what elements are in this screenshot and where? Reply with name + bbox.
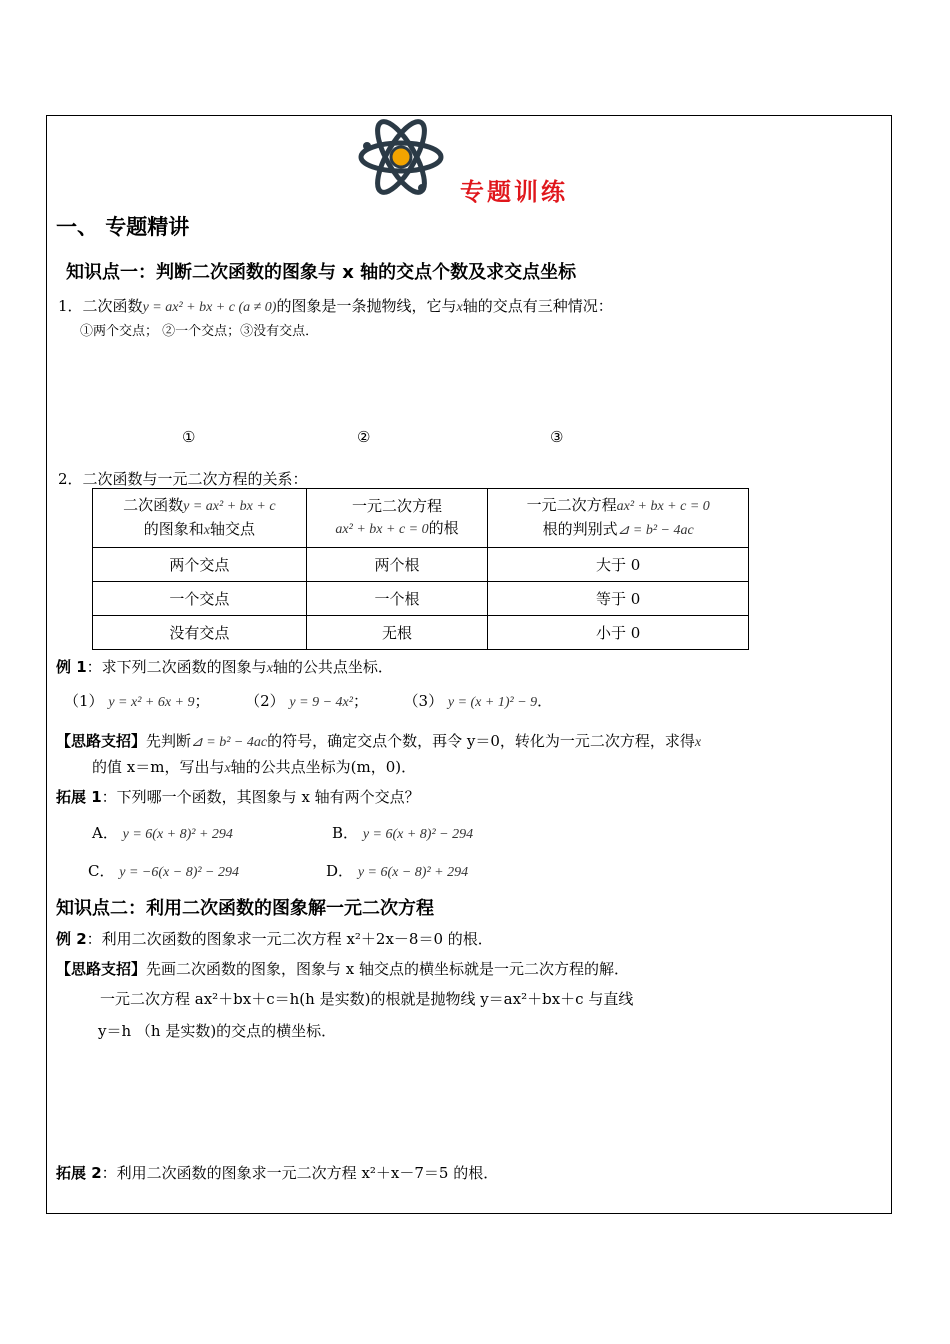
- hint2-line1: [56, 958, 629, 979]
- table-header-cell: [93, 489, 307, 548]
- ext1-c-label: C．: [88, 862, 115, 880]
- atom-logo-icon: [356, 118, 446, 196]
- hint1-a: 先判断: [146, 732, 192, 750]
- header2-a: 一元二次方程: [352, 497, 443, 515]
- header2-formula: ax² + bx + c = 0: [335, 522, 429, 537]
- hint1-line1: [56, 730, 701, 751]
- ex1-text2: 轴的公共点坐标．: [272, 658, 393, 676]
- item1-line: [58, 295, 613, 316]
- item1-num: 1．: [58, 297, 83, 315]
- item2-text: 2．二次函数与一元二次方程的关系：: [58, 470, 308, 488]
- item1-x: x: [456, 300, 463, 315]
- hint1-line2: [92, 756, 416, 777]
- ex2-line: [56, 928, 493, 949]
- item1-pre: 二次函数: [82, 297, 143, 315]
- table-cell: 无根: [306, 616, 488, 650]
- figure-label-3: ③: [550, 428, 564, 446]
- ex1-f2: y = 9 − 4x²: [289, 695, 353, 710]
- header3-formula2: ⊿ = b² − 4ac: [617, 523, 694, 538]
- header2-b: 的根: [428, 519, 459, 537]
- ex2-text: ：利用二次函数的图象求一元二次方程 x²＋2x－8＝0 的根．: [86, 930, 493, 948]
- table-row: [93, 616, 749, 650]
- header3-b: 根的判别式: [542, 520, 618, 538]
- ex1-x: x: [266, 661, 273, 676]
- item1-mid: 的图象是一条抛物线，它与: [276, 297, 457, 315]
- ext1-line: [56, 786, 420, 807]
- hint1-line2a: 的值 x＝m，写出与: [92, 758, 225, 776]
- ext1-option-b: [332, 822, 473, 843]
- ext1-c-formula: y = −6(x − 8)² − 294: [119, 865, 240, 880]
- table-header-row: [93, 489, 749, 548]
- hint1-label: 【思路支招】: [56, 732, 147, 750]
- table-cell: 大于 0: [488, 548, 749, 582]
- kp2-title: 知识点二：利用二次函数的图象解一元二次方程: [56, 898, 434, 919]
- hint2-line2: 一元二次方程 ax²＋bx＋c＝h(h 是实数)的根就是抛物线 y＝ax²＋bx＋c 与直线: [100, 990, 634, 1008]
- ext1-b-label: B．: [332, 824, 359, 842]
- item1-cases: ①两个交点； ②一个交点；③没有交点．: [80, 324, 319, 339]
- ext1-option-d: [326, 860, 468, 881]
- ext1-text: ：下列哪一个函数，其图象与 x 轴有两个交点？: [101, 788, 420, 806]
- ex1-p1: （1）: [64, 692, 104, 710]
- item1-formula: y = ax² + bx + c (a ≠ 0): [142, 300, 277, 315]
- header1-a: 二次函数: [123, 496, 184, 514]
- header3-a: 一元二次方程: [526, 496, 617, 514]
- hint1-line2x: x: [224, 761, 231, 776]
- hint1-x: x: [694, 735, 702, 750]
- ex1-end: ．: [537, 692, 553, 710]
- ex1-f3: y = (x + 1)² − 9: [447, 695, 538, 710]
- ext1-label: 拓展 1: [56, 788, 102, 806]
- hint2-line3: y＝h （h 是实数)的交点的横坐标．: [98, 1022, 337, 1040]
- table-header-cell: [488, 489, 749, 548]
- ex2-label: 例 2: [56, 930, 87, 948]
- ext2-label: 拓展 2: [56, 1164, 102, 1182]
- table-cell: 一个根: [306, 582, 488, 616]
- ext1-d-label: D．: [326, 862, 354, 880]
- table-row: [93, 582, 749, 616]
- ex1-parts: [64, 690, 552, 711]
- header1-c: 轴交点: [209, 520, 255, 538]
- header1-b: 的图象和: [143, 520, 204, 538]
- ex1-sep2: ；: [352, 692, 368, 710]
- ex1-p2: （2）: [245, 692, 285, 710]
- figure-label-2: ②: [357, 428, 371, 446]
- ext1-a-formula: y = 6(x + 8)² + 294: [122, 827, 233, 842]
- header3-formula: ax² + bx + c = 0: [616, 499, 710, 514]
- hint2-text: 先画二次函数的图象，图象与 x 轴交点的横坐标就是一元二次方程的解．: [146, 960, 630, 978]
- ext1-d-formula: y = 6(x − 8)² + 294: [357, 865, 469, 880]
- header1-x: x: [203, 523, 210, 538]
- item1-post: 轴的交点有三种情况：: [462, 297, 613, 315]
- ex1-f1: y = x² + 6x + 9: [108, 695, 195, 710]
- ex1-sep1: ；: [194, 692, 210, 710]
- relation-table: [92, 488, 749, 650]
- kp1-title: 知识点一：判断二次函数的图象与 x 轴的交点个数及求交点坐标: [66, 262, 577, 283]
- figure-label-1: ①: [182, 428, 196, 446]
- table-header-cell: [306, 489, 488, 548]
- ext1-option-c: [88, 860, 239, 881]
- header1-formula: y = ax² + bx + c: [183, 499, 276, 514]
- table-row: [93, 548, 749, 582]
- table-cell: 一个交点: [93, 582, 307, 616]
- ex1-p3: （3）: [403, 692, 444, 710]
- hint1-formula: ⊿ = b² − 4ac: [191, 735, 268, 750]
- table-cell: 两个交点: [93, 548, 307, 582]
- hint2-label: 【思路支招】: [56, 960, 147, 978]
- ext2-text: ：利用二次函数的图象求一元二次方程 x²＋x－7＝5 的根．: [101, 1164, 499, 1182]
- ext2-line: [56, 1162, 498, 1183]
- hint1-line2b: 轴的公共点坐标为(m，0)．: [230, 758, 417, 776]
- ext1-a-label: A．: [92, 824, 118, 842]
- table-cell: 没有交点: [93, 616, 307, 650]
- banner-title: 专题训练: [460, 177, 568, 206]
- table-cell: 小于 0: [488, 616, 749, 650]
- hint1-b: 的符号，确定交点个数，再令 y＝0，转化为一元二次方程，求得: [267, 732, 695, 750]
- table-cell: 等于 0: [488, 582, 749, 616]
- ext1-b-formula: y = 6(x + 8)² − 294: [362, 827, 474, 842]
- ex1-line: [56, 656, 393, 677]
- table-cell: 两个根: [306, 548, 488, 582]
- ext1-option-a: [92, 822, 233, 843]
- section-title: 一、 专题精讲: [56, 215, 190, 239]
- ex1-text: ：求下列二次函数的图象与: [86, 658, 267, 676]
- ex1-label: 例 1: [56, 658, 87, 676]
